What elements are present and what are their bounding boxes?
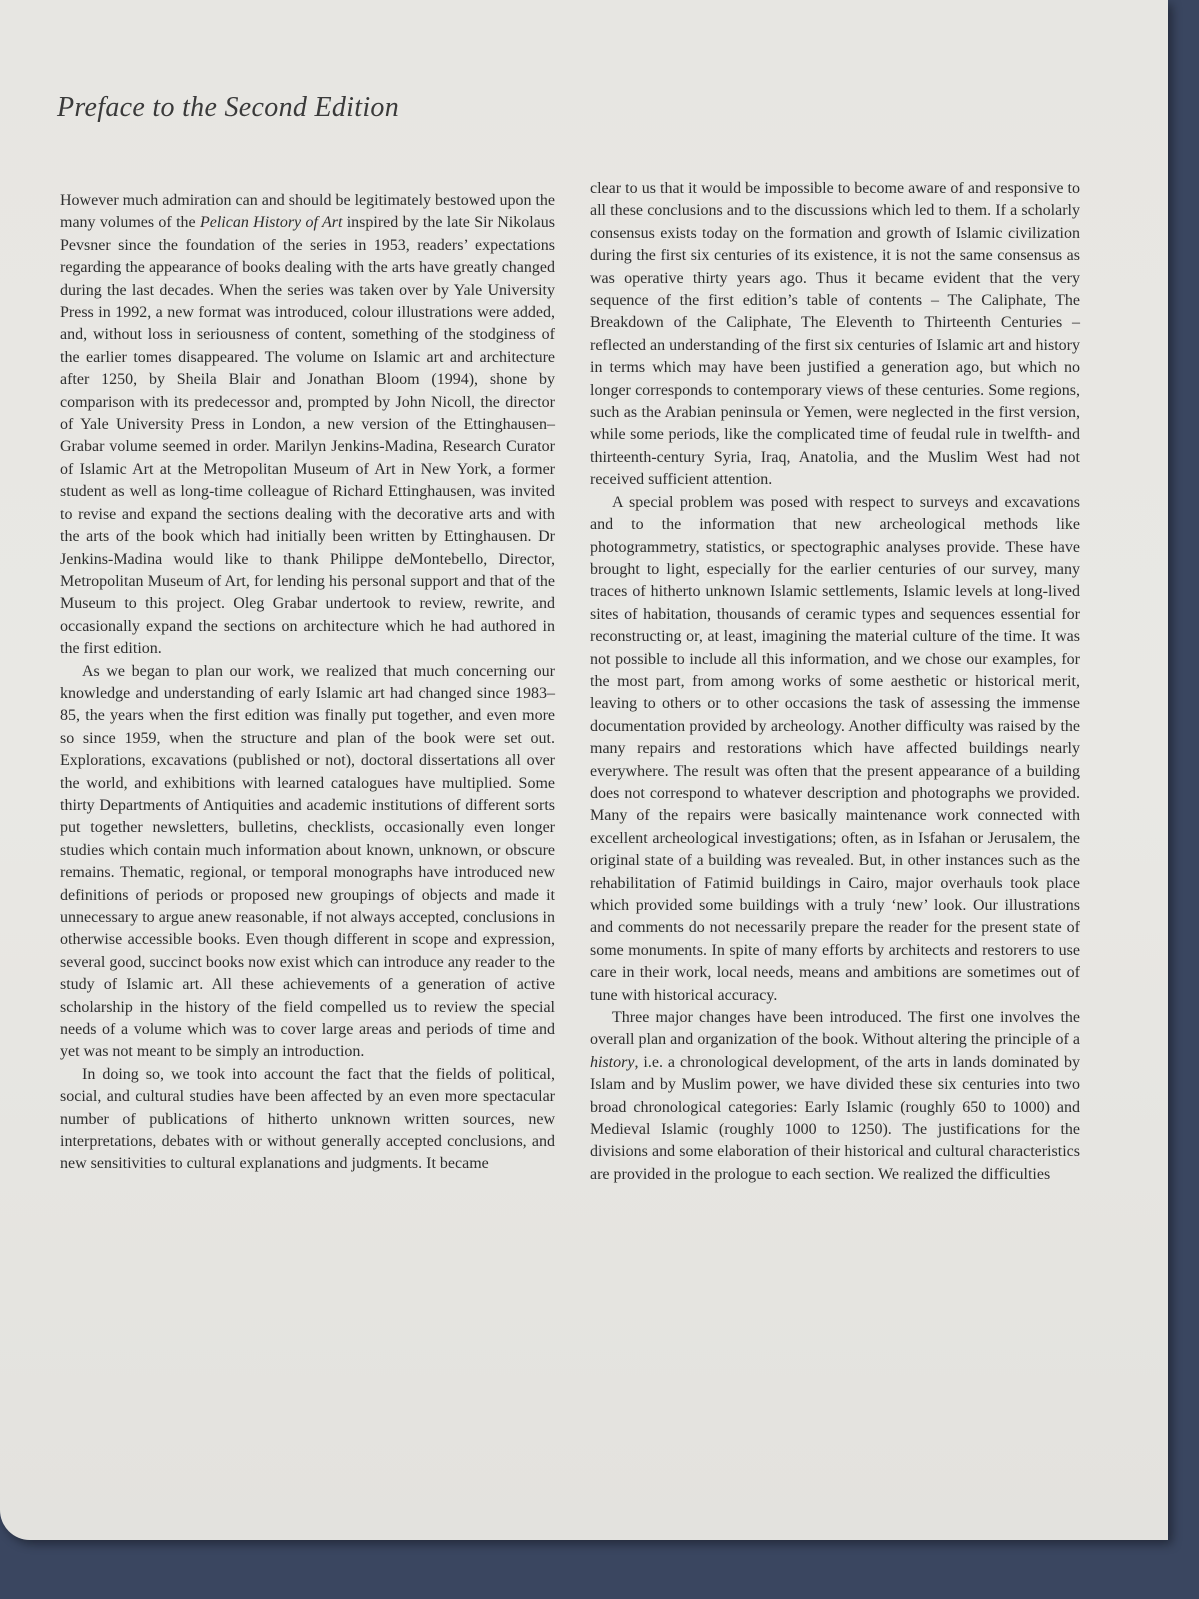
paragraph [590, 1007, 1080, 1186]
paragraph: As we began to plan our work, we realized that much concerning our knowledge and understanding of early Islamic art had changed since 1983–85, the years when the first edition was finally put together, and even more so since 1959, when the structure and plan of the book were set out. Explorations, excavations (published or not), doctoral dissertations all over the world, and exhibitions with learned catalogues have multiplied. Some thirty Departments of Antiquities and academic institutions of different sorts put together newsletters, bulletins, checklists, occasionally even longer studies which contain much information about known, unknown, or obscure remains. Thematic, regional, or temporal monographs have introduced new definitions of periods or proposed new groupings of objects and made it unnecessary to argue anew reasonable, if not always accepted, conclusions in otherwise accessible books. Even though different in scope and expression, several good, succinct books now exist which can introduce any reader to the study of Islamic art. All these achievements of a generation of active scholarship in the history of the field compelled us to review the special needs of a volume which was to cover large areas and periods of time and yet was not meant to be simply an introduction. [60, 662, 555, 1061]
paragraph-text: Three major changes have been introduced. The first one involves the overall plan and organization of the book. Without altering the principle of a [590, 1009, 1080, 1049]
book-series-title: Pelican History of Art [199, 214, 343, 232]
page-title: Preface to the Second Edition [57, 92, 400, 123]
paragraph [60, 190, 555, 661]
text-column-right [590, 178, 1080, 1186]
paragraph: clear to us that it would be impossible to become aware of and responsive to all these conclusions and to the discussions which led to them. If a scholarly consensus exists today on the formation and growth of Islamic civilization during the first six centuries of its existence, it is not the same consensus as was operative thirty years ago. Thus it became evident that the very sequence of the first edition’s table of contents – The Caliphate, The Breakdown of the Caliphate, The Eleventh to Thirteenth Centuries – reflected an understanding of the first six centuries of Islamic art and history in terms which may have been justified a generation ago, but which no longer corresponds to contemporary views of these centuries. Some regions, such as the Arabian peninsula or Yemen, were neglected in the first version, while some periods, like the complicated time of feudal rule in twelfth- and thirteenth-century Syria, Iraq, Anatolia, and the Muslim West had not received sufficient attention. [590, 180, 1080, 489]
paragraph-text: inspired by the late Sir Nikolaus Pevsner since the foundation of the series in 1953, readers’ expectations regarding the appearance of books dealing with the arts have greatly changed during the last decades. When the series was taken over by Yale University Press in 1992, a new format was introduced, colour illustrations were added, and, without loss in seriousness of content, something of the stodginess of the earlier tomes disappeared. The volume on Islamic art and architecture after 1250, by Sheila Blair and Jonathan Bloom (1994), shone by comparison with its predecessor and, prompted by John Nicoll, the director of Yale University Press in London, a new version of the Ettinghausen–Grabar volume seemed in order. Marilyn Jenkins-Madina, Research Curator of Islamic Art at the Metropolitan Museum of Art in New York, a former student as well as long-time colleague of Richard Ettinghausen, was invited to revise and expand the sections dealing with the decorative arts and with the arts of the book which had initially been written by Ettinghausen. Dr Jenkins-Madina would like to thank Philippe deMontebello, Director, Metropolitan Museum of Art, for lending his personal support and that of the Museum to this project. Oleg Grabar undertook to review, rewrite, and occasionally expand the sections on architecture which he had authored in the first edition. [60, 214, 556, 658]
paragraph: In doing so, we took into account the fact that the fields of political, social, and cultural studies have been affected by an even more spectacular number of publications of hitherto unknown written sources, new interpretations, debates with or without generally accepted conclusions, and new sensitivities to cultural explanations and judgments. It became [60, 1065, 555, 1173]
paragraph-text: , i.e. a chronological development, of the arts in lands dominated by Islam and by Muslim power, we have divided these six centuries into two broad chronological categories: Early Islamic (roughly 650 to 1000) and Medieval Islamic (roughly 1000 to 1250). The justifications for the divisions and some elaboration of their historical and cultural characteristics are provided in the prologue to each section. We realized the difficulties [590, 1053, 1080, 1183]
emphasis-text: history [590, 1053, 635, 1071]
paragraph: A special problem was posed with respect to surveys and excavations and to the information that new archeological methods like photogrammetry, statistics, or spectographic analyses provide. These have brought to light, especially for the earlier centuries of our survey, many traces of hitherto unknown Islamic settlements, Islamic levels at long-lived sites of habitation, thousands of ceramic types and sequences essential for reconstructing or, at least, imagining the material culture of the time. It was not possible to include all this information, and we chose our examples, for the most part, from among works of some aesthetic or historical merit, leaving to others or to other occasions the task of assessing the immense documentation provided by archeology. Another difficulty was raised by the many repairs and restorations which have affected buildings nearly everywhere. The result was often that the present appearance of a building does not correspond to whatever description and photographs we provided. Many of the repairs were basically maintenance work connected with excellent archeological investigations; often, as in Isfahan or Jerusalem, the original state of a building was revealed. But, in other instances such as the rehabilitation of Fatimid buildings in Cairo, major overhauls took place which provided some buildings with a truly ‘new’ look. Our illustrations and comments do not necessarily prepare the reader for the present state of some monuments. In spite of many efforts by architects and restorers to use care in their work, local needs, means and ambitions are sometimes out of tune with historical accuracy. [590, 493, 1080, 1004]
text-column-left [60, 190, 555, 1176]
paragraph-text: However much admiration can and should be legitimately bestowed upon the many volumes of the [60, 192, 555, 232]
